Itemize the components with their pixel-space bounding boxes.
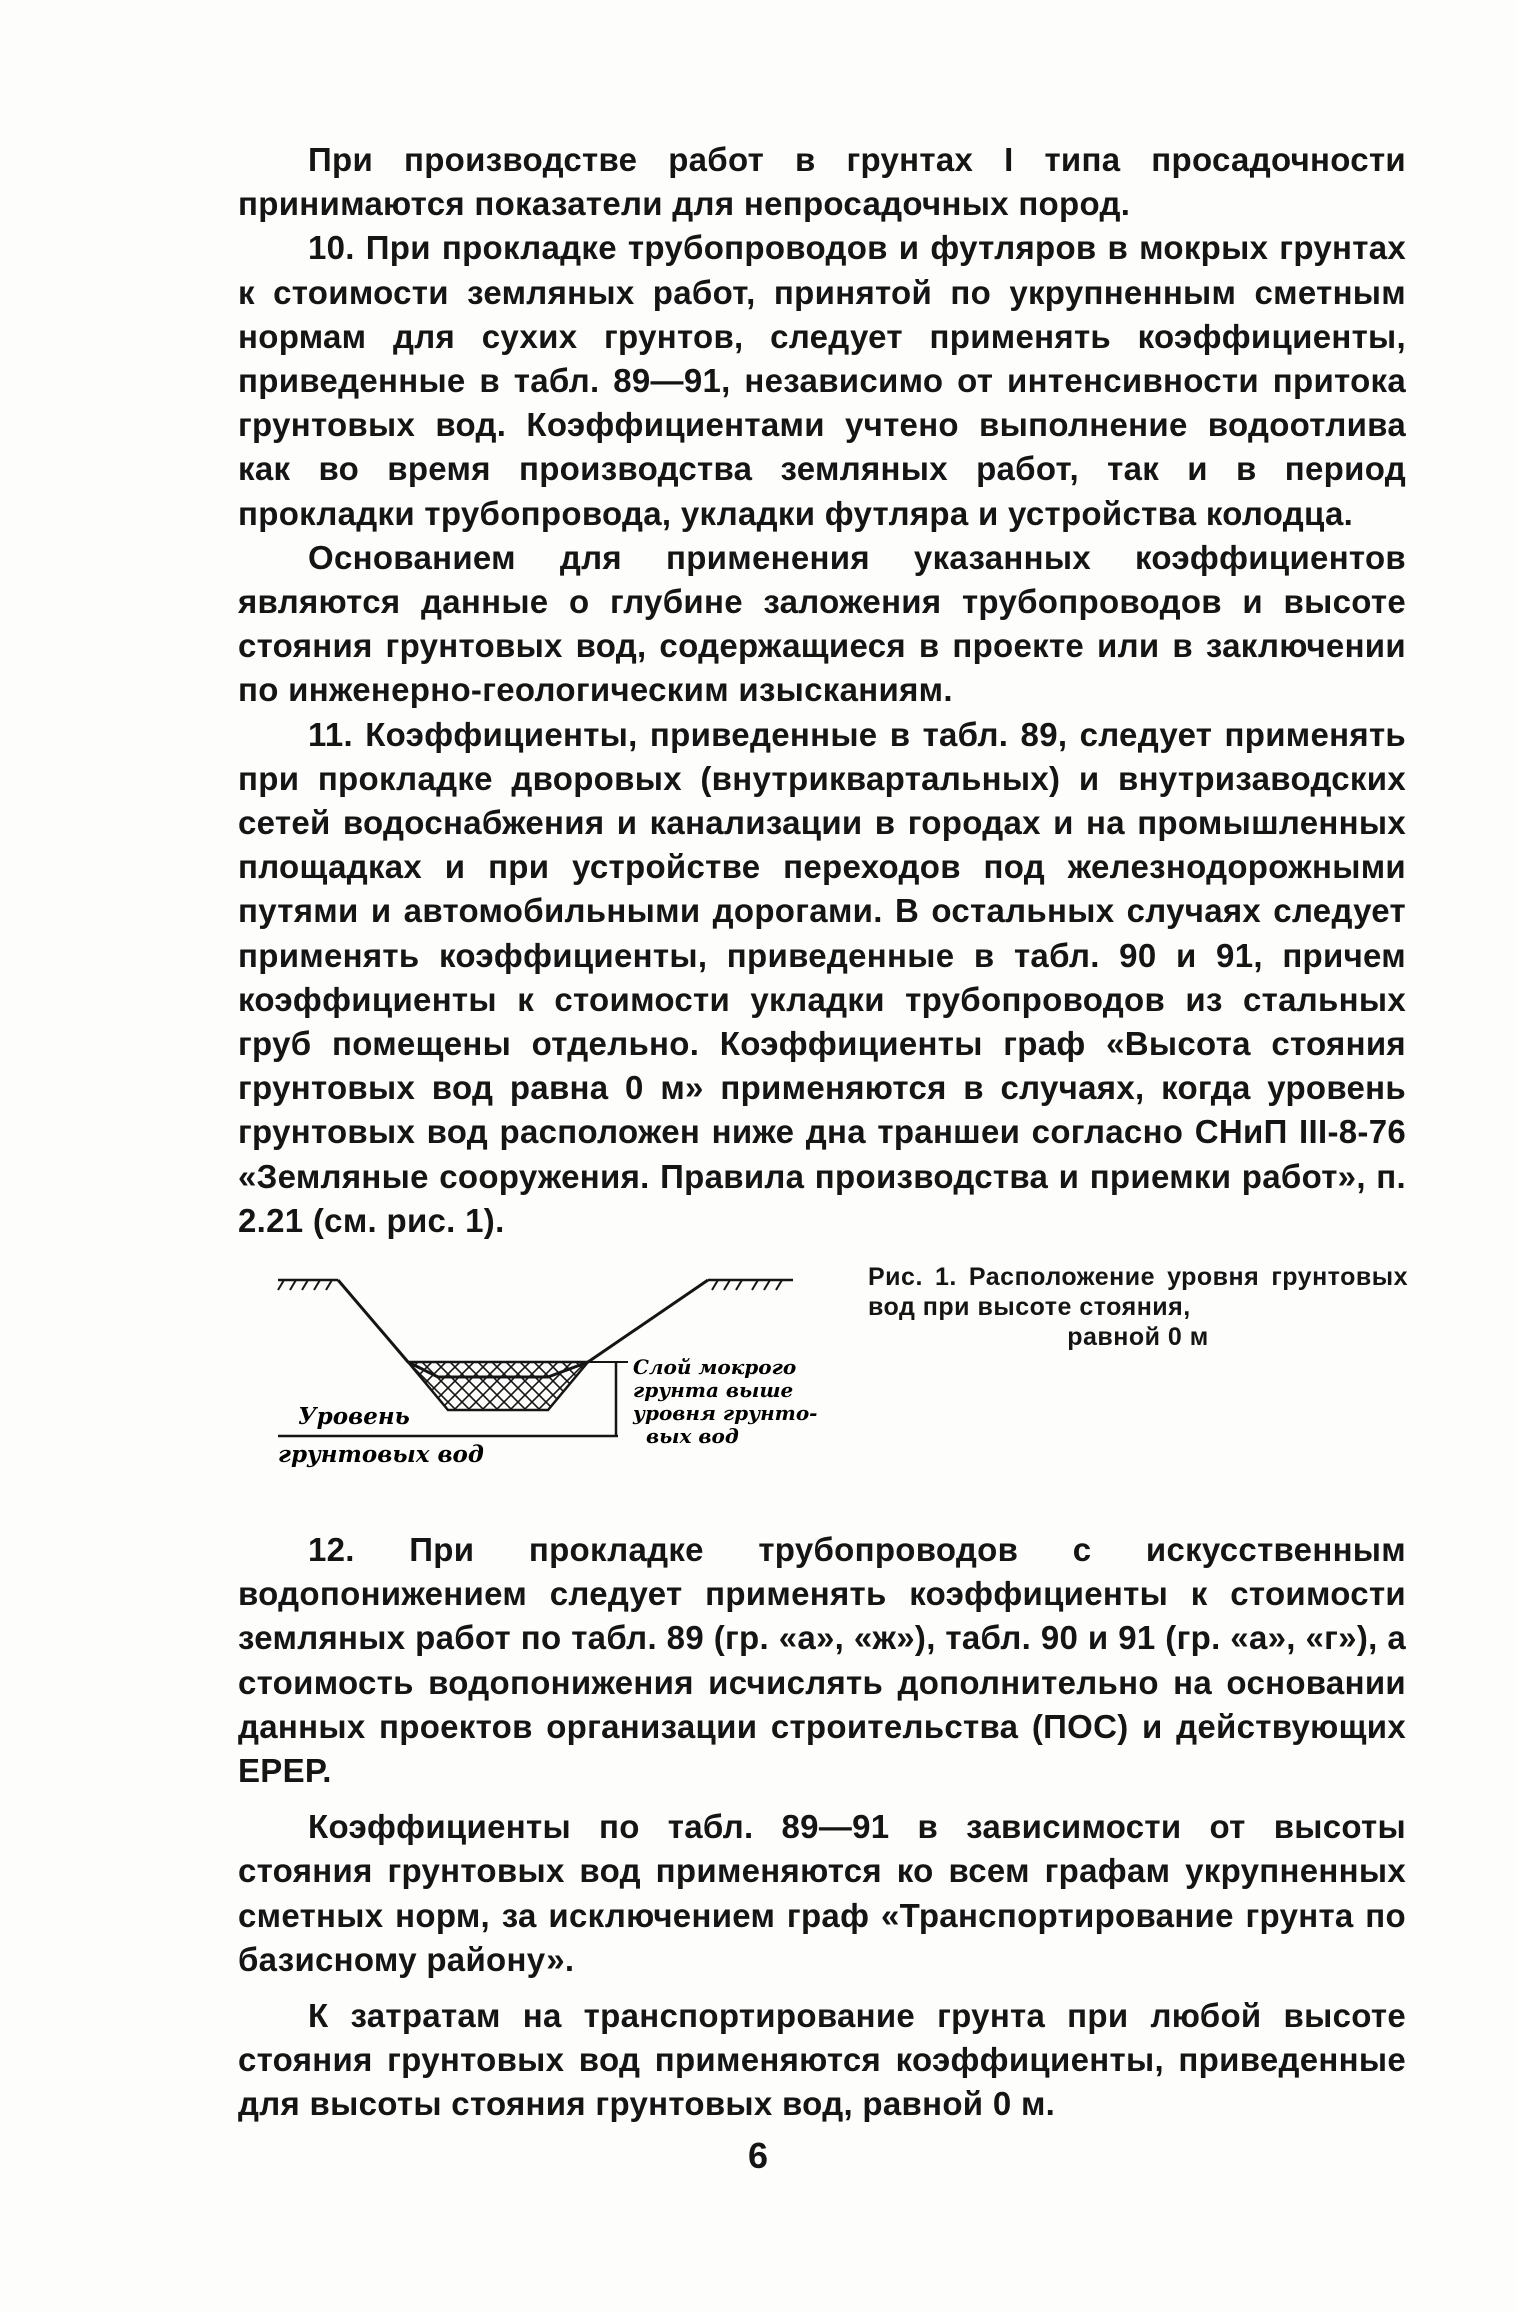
label-groundwater-1: Уровень: [298, 1403, 410, 1430]
figure-caption-last: равной 0 м: [1067, 1323, 1209, 1351]
text-block-top: [238, 138, 1406, 1243]
figure-caption: [868, 1262, 1408, 1352]
wet-soil-layer: [408, 1362, 588, 1410]
text-block-bottom: [238, 1528, 1406, 2127]
paragraph-10: 10. При прокладке трубопроводов и футляров в мокрых грунтах к стоимости земляных работ, принятой по укрупненным сметным нормам для сухих грунтов, следует применять коэффициенты, приведенные в табл. 89—91, независимо от интенсивности притока грунтовых вод. Коэффициентами учтено выполнение водоотлива как во время производства земляных работ, так и в период прокладки трубопровода, укладки футляра и устройства колодца.: [238, 229, 1406, 532]
paragraph-11: 11. Коэффициенты, приведенные в табл. 89, следует применять при прокладке дворовых (внутриквартальных) и внутризаводских сетей водоснабжения и канализации в городах и на промышленных площадках и при устройстве переходов под железнодорожными путями и автомобильными дорогами. В остальных случаях следует применять коэффициенты, приведенные в табл. 90 и 91, причем коэффициенты к стоимости укладки трубопроводов из стальных груб помещены отдельно. Коэффициенты граф «Высота стояния грунтовых вод равна 0 м» применяются в случаях, когда уровень грунтовых вод расположен ниже дна траншеи согласно СНиП III-8-76 «Земляные сооружения. Правила производства и приемки работ», п. 2.21 (см. рис. 1).: [238, 715, 1406, 1239]
dimension-line: [588, 1362, 628, 1436]
paragraph-intro: При производстве работ в грунтах I типа просадочности принимаются показатели для непросадочных пород.: [238, 141, 1406, 223]
label-wet-layer-1: Слой мокрого: [633, 1355, 797, 1379]
page-number: 6: [747, 2135, 769, 2176]
trench-diagram: [238, 1262, 818, 1482]
figure-1: [238, 1262, 1406, 1482]
label-wet-layer-2: грунта выше: [633, 1378, 794, 1402]
paragraph-12: 12. При прокладке трубопроводов с искусственным водопонижением следует применять коэффициенты к стоимости земляных работ по табл. 89 (гр. «а», «ж»), табл. 90 и 91 (гр. «а», «г»), а стоимость водопонижения исчислять дополнительно на основании данных проектов организации строительства (ПОС) и действующих ЕРЕР.: [238, 1531, 1406, 1790]
label-groundwater-2: грунтовых вод: [278, 1441, 484, 1468]
paragraph-basis: Основанием для применения указанных коэффициентов являются данные о глубине заложения трубопроводов и высоте стояния грунтовых вод, содержащиеся в проекте или в заключении по инженерно-геологическим изысканиям.: [238, 538, 1406, 709]
figure-caption-main: Рис. 1. Расположение уровня грунтовых вод при высоте стояния,: [868, 1263, 1408, 1321]
ground-surface-left: [278, 1280, 338, 1290]
paragraph-coefficients: Коэффициенты по табл. 89—91 в зависимости от высоты стояния грунтовых вод применяются ко всем графам укрупненных сметных норм, за исключением граф «Транспортирование грунта по базисному району».: [238, 1808, 1406, 1978]
label-wet-layer-4: вых вод: [646, 1424, 739, 1448]
ground-surface-right: [708, 1280, 793, 1290]
paragraph-transport: К затратам на транспортирование грунта при любой высоте стояния грунтовых вод применяются коэффициенты, приведенные для высоты стояния грунтовых вод, равной 0 м.: [238, 1997, 1406, 2123]
label-wet-layer-3: уровня грунто-: [633, 1401, 818, 1425]
